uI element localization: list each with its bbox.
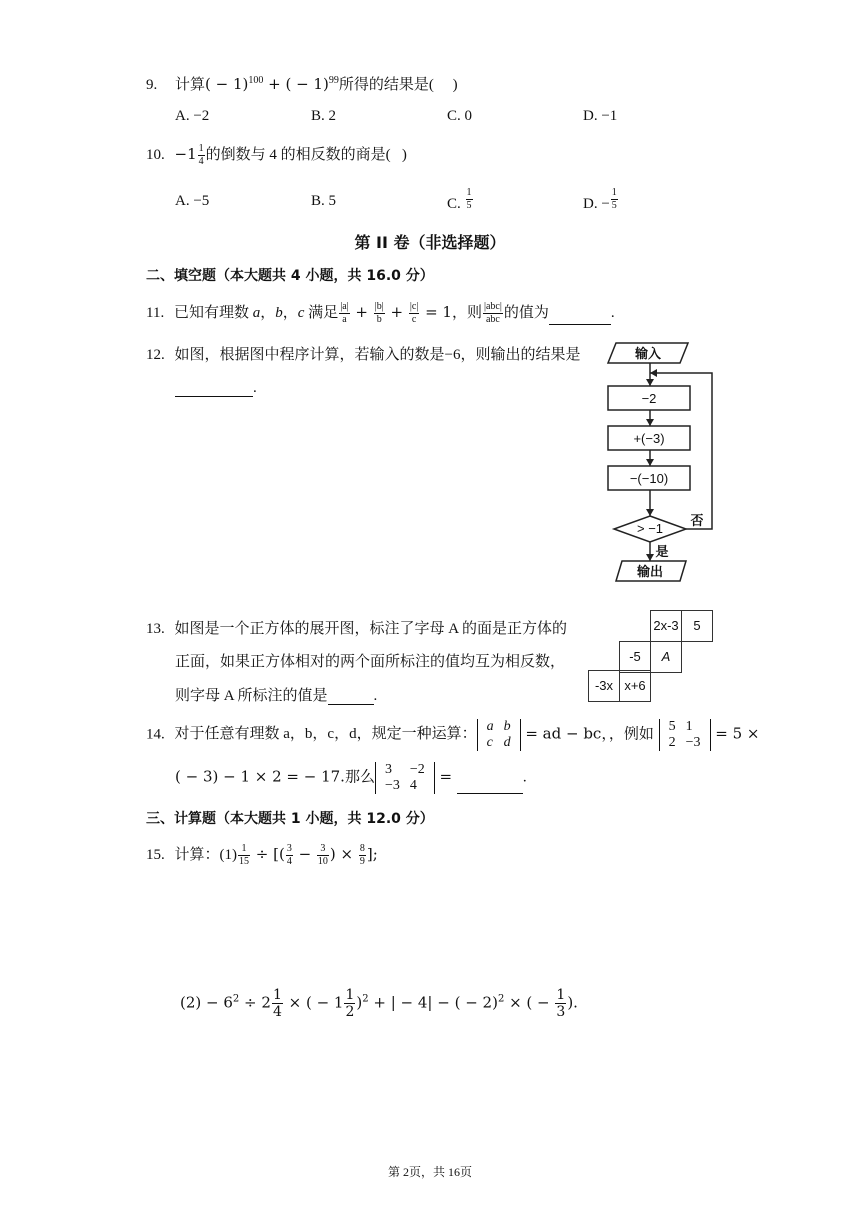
question-number: 12. bbox=[146, 347, 165, 363]
answer-line: . bbox=[175, 380, 257, 397]
question-12: 12. 如图，根据图中程序计算，若输入的数是−6，则输出的结果是 bbox=[146, 347, 581, 363]
net-face: A bbox=[650, 641, 682, 673]
question-15: 15. 计算：(1) $\frac{1}{15}$ ÷ [( $\frac{3}{4}$ − $\frac{3}{10}$ ) × $\frac{8}{9}$ ]; bbox=[146, 843, 378, 868]
determinant: 3 −2 −3 4 bbox=[375, 762, 435, 794]
fraction: $\frac{|a|}{a}$ bbox=[340, 301, 349, 326]
section-heading: 二、填空题（本大题共 4 小题，共 16.0 分） bbox=[146, 268, 434, 284]
fraction: $\frac{3}{4}$ bbox=[286, 843, 292, 868]
net-face: 2x-3 bbox=[650, 610, 682, 642]
math-expr: ( − 1) bbox=[205, 75, 249, 93]
answer-blank[interactable] bbox=[328, 690, 374, 705]
question-number: 13. bbox=[146, 621, 165, 637]
fraction: $\frac{|c|}{c}$ bbox=[409, 301, 419, 326]
answer-blank[interactable] bbox=[457, 779, 523, 794]
option-c: C. 0 bbox=[447, 108, 473, 124]
fraction: $\frac{1}{4}$ bbox=[272, 987, 282, 1020]
fraction: $\frac{1}{5}$ bbox=[611, 187, 617, 211]
fraction: $\frac{\text{|abc|}}{\text{abc}}$ bbox=[483, 301, 502, 326]
answer-blank[interactable] bbox=[175, 382, 253, 397]
question-11: 11. 已知有理数 a，b，c 满足 $\frac{|a|}{a}$ + $\frac{|b|}{b}$ + $\frac{|c|}{c}$ = 1，则 $\frac{\text{|abc|}}{\text{abc}}$ 的值为 . bbox=[146, 301, 615, 326]
page-footer: 第 2页，共 16页 bbox=[387, 1165, 472, 1179]
net-face: x+6 bbox=[619, 670, 651, 702]
net-face: -5 bbox=[619, 641, 651, 673]
part-title: 第 II 卷（非选择题） bbox=[354, 233, 506, 252]
question-13: 13. 如图是一个正方体的展开图，标注了字母 A 的面是正方体的 bbox=[146, 621, 568, 637]
net-face: -3x bbox=[588, 670, 620, 702]
flowchart bbox=[600, 335, 720, 590]
question-14: 14. 对于任意有理数 a，b，c，d，规定一种运算： a b c d = ad − bc，，例如 5 1 2 −3 = 5 × bbox=[146, 719, 760, 750]
cube-net bbox=[588, 610, 718, 702]
fraction: $\frac{1}{3}$ bbox=[556, 987, 566, 1020]
question-number: 15. bbox=[146, 847, 165, 863]
flow-condition-label: > −1 bbox=[636, 521, 664, 536]
flow-yes-label: 是 bbox=[655, 544, 669, 559]
question-number: 11. bbox=[146, 305, 165, 321]
answer-blank[interactable] bbox=[549, 310, 611, 325]
question-14-line2: ( − 3) − 1 × 2 = − 17.那么 3 −2 −3 4 = . bbox=[175, 762, 527, 793]
option-c: C. $\frac{1}{5}$ bbox=[447, 187, 472, 212]
fraction: $\frac{8}{9}$ bbox=[359, 843, 365, 868]
exponent: 100 bbox=[248, 75, 264, 86]
question-text: 计算 bbox=[175, 77, 206, 93]
option-a: A. −5 bbox=[175, 193, 210, 209]
flow-step1-label: −2 bbox=[641, 391, 657, 406]
fraction: $\frac{1}{2}$ bbox=[345, 987, 355, 1020]
question-9 bbox=[146, 73, 458, 94]
math-expr: −1 bbox=[174, 145, 197, 163]
exponent: 99 bbox=[328, 75, 339, 86]
flow-input-label: 输入 bbox=[634, 346, 662, 361]
fraction: $\frac{|b|}{b}$ bbox=[374, 301, 384, 326]
fraction: $\frac{3}{10}$ bbox=[317, 843, 328, 868]
determinant: a b c d bbox=[477, 719, 521, 751]
net-face: 5 bbox=[681, 610, 713, 642]
question-13-line2: 正面，如果正方体相对的两个面所标注的值均互为相反数， bbox=[175, 654, 566, 670]
question-number: 10. bbox=[146, 147, 165, 163]
section-heading: 三、计算题（本大题共 1 小题，共 12.0 分） bbox=[146, 811, 434, 827]
flow-output-label: 输出 bbox=[636, 564, 664, 579]
question-15-part-2: $(2) - 6^2 \div 2$ $\frac{1}{4}$ × ( − 1 $\frac{1}{2}$ )$^2$ + | − 4| − ( − 2)$^2$ × ( − $\frac{1}{3}$ ). bbox=[180, 987, 578, 1020]
determinant: 5 1 2 −3 bbox=[659, 719, 711, 751]
option-d: D. −1 bbox=[583, 108, 618, 124]
math-expr: + ( − 1) bbox=[263, 75, 329, 93]
option-b: B. 2 bbox=[311, 108, 337, 124]
option-d: D. − $\frac{1}{5}$ bbox=[583, 187, 617, 212]
fraction: $\frac{1}{5}$ bbox=[466, 187, 472, 211]
question-text: 所得的结果是( ) bbox=[338, 77, 458, 93]
question-text: 的倒数与 4 的相反数的商是( ) bbox=[205, 147, 407, 163]
question-number: 9. bbox=[146, 77, 158, 93]
flow-step2-label: +(−3) bbox=[633, 431, 665, 446]
question-13-line3: 则字母 A 所标注的值是 . bbox=[175, 688, 378, 704]
fraction: $\frac{1}{4}$ bbox=[198, 143, 204, 168]
question-10 bbox=[146, 143, 407, 167]
question-number: 14. bbox=[146, 726, 165, 743]
option-a: A. −2 bbox=[175, 108, 210, 124]
flow-step3-label: −(−10) bbox=[629, 471, 669, 486]
option-b: B. 5 bbox=[311, 193, 337, 209]
flow-no-label: 否 bbox=[690, 513, 704, 528]
fraction: $\frac{1}{15}$ bbox=[239, 843, 249, 868]
